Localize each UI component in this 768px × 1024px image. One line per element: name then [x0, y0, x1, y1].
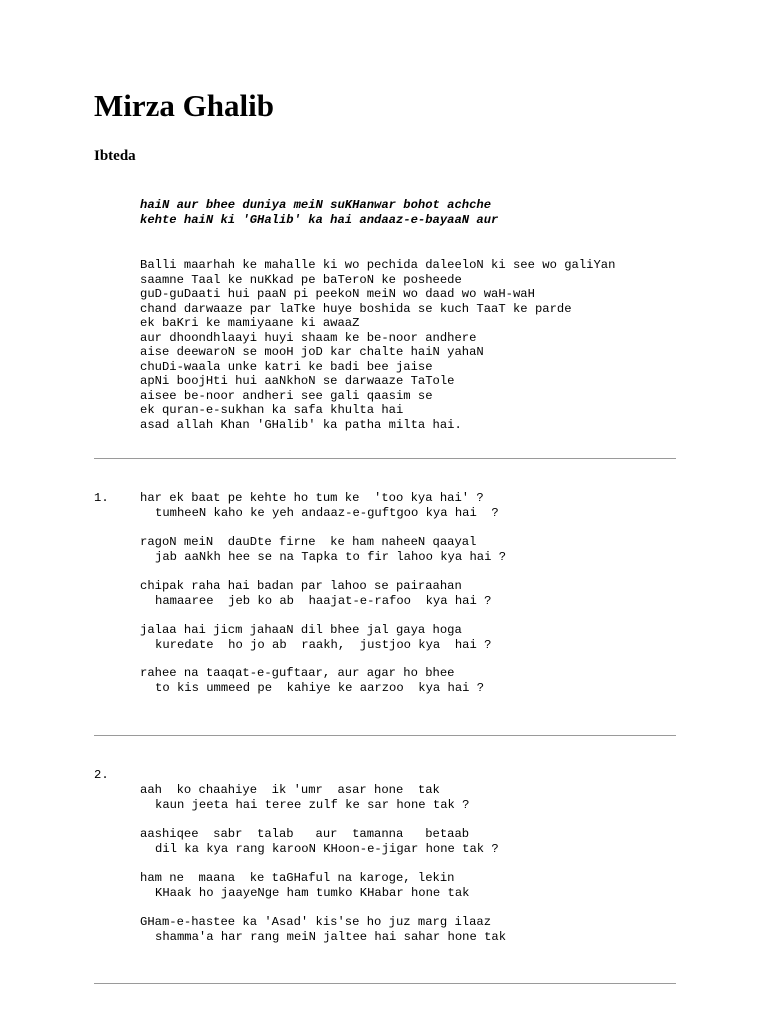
- intro-line: aise deewaroN se mooH joD kar chalte haiN yahaN: [140, 345, 484, 359]
- intro-line: guD-guDaati hui paaN pi peekoN meiN wo daad wo waH-waH: [140, 287, 535, 301]
- intro-line: ek quran-e-sukhan ka safa khulta hai: [140, 403, 404, 417]
- intro-line: saamne Taal ke nuKkad pe baTeroN ke posheede: [140, 272, 462, 287]
- couplet-line: jab aaNkh hee se na Tapka to fir lahoo kya hai ?: [155, 549, 507, 564]
- couplet: [140, 623, 491, 652]
- couplet-line: rahee na taaqat-e-guftaar, aur agar ho bhee: [140, 666, 455, 680]
- couplet-line: GHam-e-hastee ka 'Asad' kis'se ho juz marg ilaaz: [140, 915, 492, 929]
- intro-poem: [140, 258, 615, 432]
- intro-line: chuDi-waala unke katri ke badi bee jaise: [140, 359, 433, 374]
- couplet: [140, 871, 470, 900]
- couplet: [140, 783, 470, 812]
- couplet-line: to kis ummeed pe kahiye ke aarzoo kya hai ?: [155, 680, 485, 695]
- intro-line: apNi boojHti hui aaNkhoN se darwaaze TaTole: [140, 374, 455, 388]
- section-divider: [94, 983, 676, 984]
- ghazal-number: 2.: [94, 768, 109, 782]
- couplet-line: jalaa hai jicm jahaaN dil bhee jal gaya hoga: [140, 623, 462, 637]
- ghazal-number: 1.: [94, 491, 109, 505]
- couplet-line: shamma'a har rang meiN jaltee hai sahar hone tak: [155, 929, 507, 944]
- epigraph: [140, 198, 498, 227]
- epigraph-line: haiN aur bhee duniya meiN suKHanwar bohot achche: [140, 198, 492, 212]
- couplet-line: kaun jeeta hai teree zulf ke sar hone tak ?: [155, 797, 470, 812]
- couplet-line: hamaaree jeb ko ab haajat-e-rafoo kya hai ?: [155, 593, 492, 608]
- couplet-line: chipak raha hai badan par lahoo se pairaahan: [140, 579, 462, 593]
- couplet-line: har ek baat pe kehte ho tum ke 'too kya hai' ?: [140, 491, 484, 505]
- couplet-line: aashiqee sabr talab aur tamanna betaab: [140, 827, 470, 841]
- couplet: [140, 827, 499, 856]
- page-title: Mirza Ghalib: [94, 88, 274, 123]
- intro-line: asad allah Khan 'GHalib' ka patha milta hai.: [140, 417, 462, 432]
- couplet: [140, 915, 506, 944]
- couplet: [140, 535, 506, 564]
- couplet-line: KHaak ho jaayeNge ham tumko KHabar hone tak: [155, 885, 470, 900]
- section-divider: [94, 735, 676, 736]
- couplet-line: tumheeN kaho ke yeh andaaz-e-guftgoo kya hai ?: [155, 505, 499, 520]
- intro-line: chand darwaaze par laTke huye boshida se kuch TaaT ke parde: [140, 301, 572, 316]
- section-divider: [94, 458, 676, 459]
- couplet-line: ham ne maana ke taGHaful na karoge, lekin: [140, 871, 455, 885]
- couplet: [140, 666, 484, 695]
- couplet: [140, 579, 491, 608]
- epigraph-line: kehte haiN ki 'GHalib' ka hai andaaz-e-bayaaN aur: [140, 212, 499, 227]
- intro-line: aisee be-noor andheri see gali qaasim se: [140, 388, 433, 403]
- couplet-line: ragoN meiN dauDte firne ke ham naheeN qaayal: [140, 535, 477, 549]
- couplet-line: dil ka kya rang karooN KHoon-e-jigar hone tak ?: [155, 841, 499, 856]
- couplet: [140, 491, 499, 520]
- intro-line: aur dhoondhlaayi huyi shaam ke be-noor andhere: [140, 330, 477, 345]
- couplet-line: aah ko chaahiye ik 'umr asar hone tak: [140, 783, 440, 797]
- intro-line: Balli maarhah ke mahalle ki wo pechida daleeloN ki see wo galiYan: [140, 258, 616, 272]
- couplet-line: kuredate ho jo ab raakh, justjoo kya hai ?: [155, 637, 492, 652]
- section-subtitle: Ibteda: [94, 148, 136, 164]
- intro-line: ek baKri ke mamiyaane ki awaaZ: [140, 316, 360, 330]
